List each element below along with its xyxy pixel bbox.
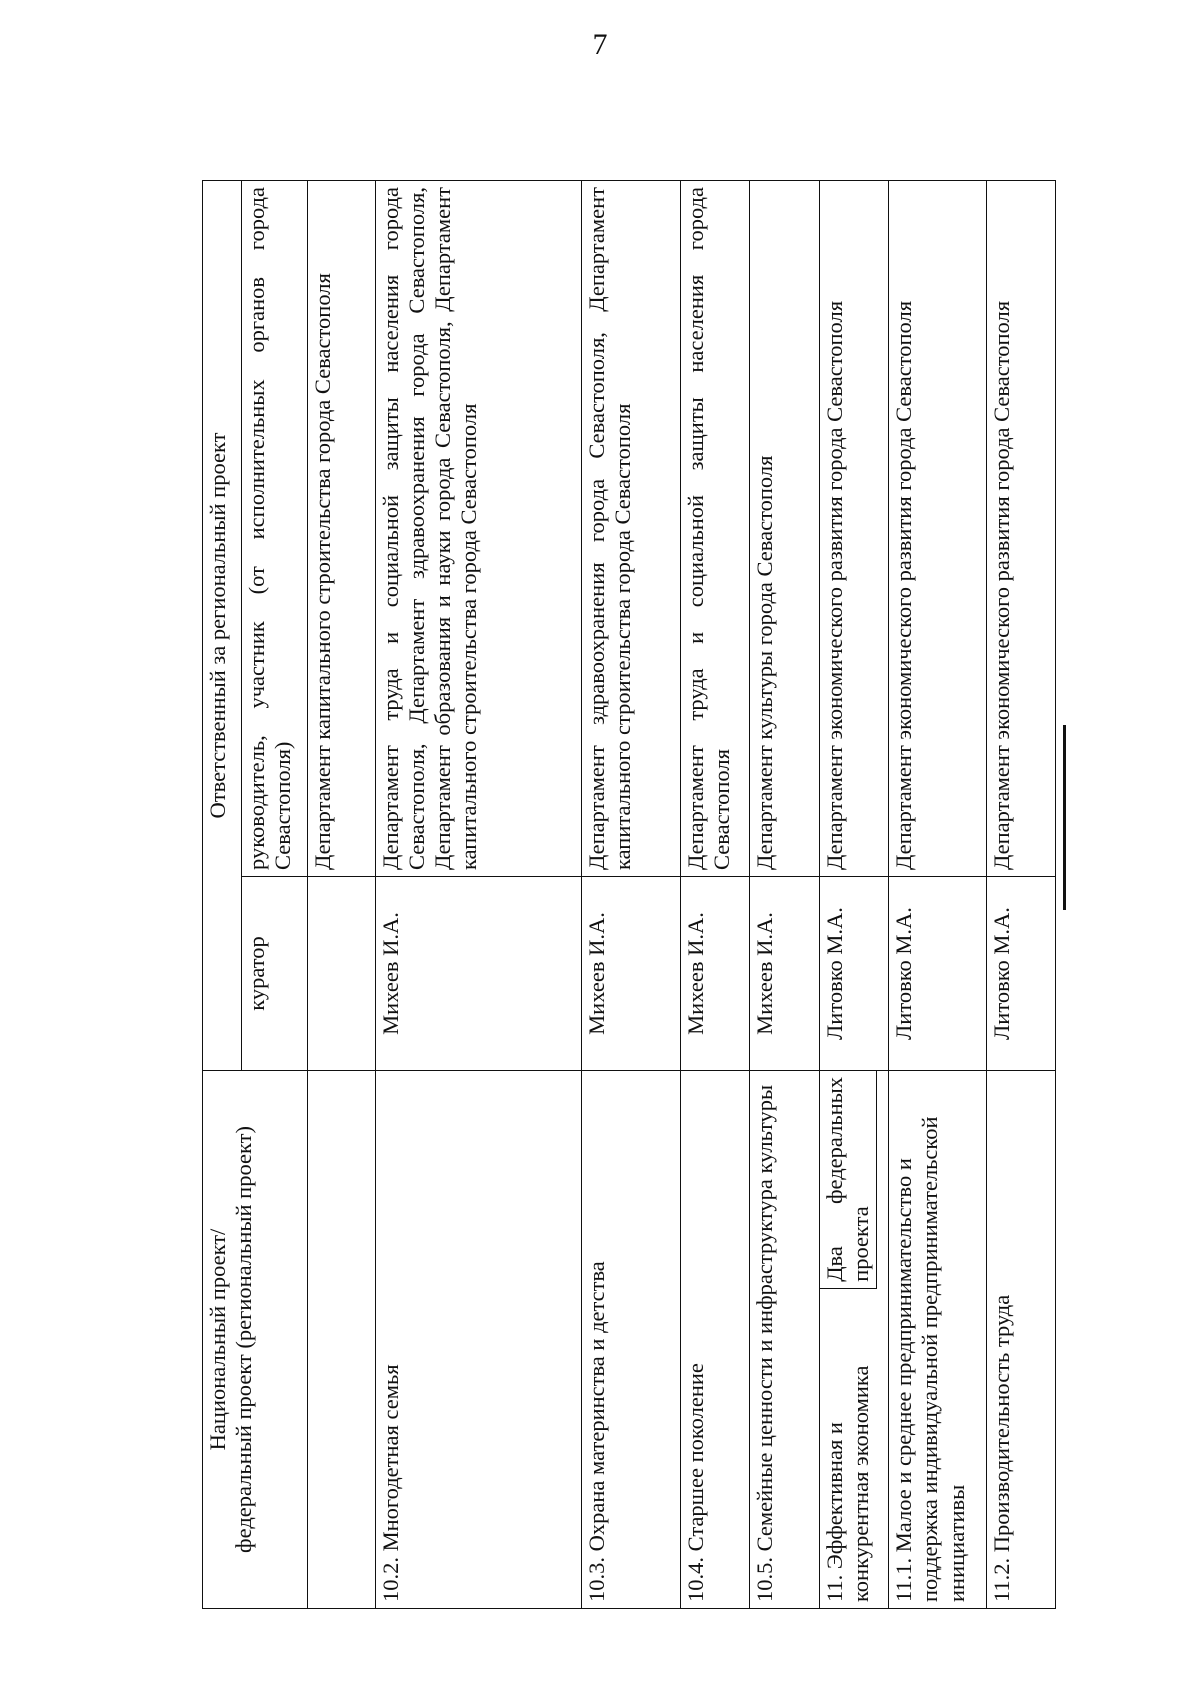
project-cell [819, 1071, 888, 1609]
header-curator: куратор [242, 877, 308, 1071]
curator-cell: Михеев И.А. [375, 877, 581, 1071]
table-row [375, 181, 581, 1609]
executor-cell: Департамент экономического развития города Севастополя [889, 181, 986, 877]
header-project-cell [203, 1071, 308, 1609]
project-cell: 10.5. Семейные ценности и инфраструктура культуры [750, 1071, 819, 1609]
curator-cell [308, 877, 375, 1071]
page-number: 7 [592, 28, 608, 61]
curator-cell: Литовко М.А. [986, 877, 1056, 1071]
table-row [581, 181, 681, 1609]
project-cell: 11.1. Малое и среднее предпринимательство и поддержка индивидуальной предпринимательской инициативы [889, 1071, 986, 1609]
table-row [819, 181, 888, 1609]
executor-cell: Департамент труда и социальной защиты населения города Севастополя [681, 181, 750, 877]
project-cell: 10.2. Многодетная семья [375, 1071, 581, 1609]
header-project-line1: Национальный проект/ [205, 1228, 230, 1451]
project-cell-title: 11. Эффективная и конкурентная экономика [821, 1365, 873, 1602]
curator-cell: Михеев И.А. [581, 877, 681, 1071]
responsibility-table [202, 180, 1056, 1609]
closing-divider-line [1063, 725, 1066, 910]
table-row [889, 181, 986, 1609]
executor-cell: Департамент капитального строительства города Севастополя [308, 181, 375, 877]
table-row [308, 181, 375, 1609]
curator-cell: Литовко М.А. [819, 877, 888, 1071]
project-cell: 10.3. Охрана материнства и детства [581, 1071, 681, 1609]
table-row [986, 181, 1056, 1609]
table-row [681, 181, 750, 1609]
rotated-table-container [202, 181, 1056, 1609]
project-cell: 10.4. Старшее поколение [681, 1071, 750, 1609]
project-cell: 11.2. Производительность труда [986, 1071, 1056, 1609]
executor-cell: Департамент здравоохранения города Севастополя, Департамент капитального строительства города Севастополя [581, 181, 681, 877]
table-header-row [203, 181, 242, 1609]
curator-cell: Литовко М.А. [889, 877, 986, 1071]
header-executor: руководитель, участник (от исполнительных органов города Севастополя) [242, 181, 308, 877]
executor-cell: Департамент экономического развития города Севастополя [819, 181, 888, 877]
curator-cell: Михеев И.А. [681, 877, 750, 1071]
executor-cell: Департамент культуры города Севастополя [750, 181, 819, 877]
project-note: Два федеральных проекта [820, 1071, 877, 1289]
executor-cell: Департамент труда и социальной защиты населения города Севастополя, Департамент здравоохранения города Севастополя, Департамент образования и науки города Севастополя, Департамент капитального строительства города Севастополя [375, 181, 581, 877]
header-project-line2: федеральный проект (региональный проект) [231, 1126, 257, 1553]
project-cell [308, 1071, 375, 1609]
header-responsible: Ответственный за региональный проект [203, 181, 242, 1071]
table-row [750, 181, 819, 1609]
curator-cell: Михеев И.А. [750, 877, 819, 1071]
executor-cell: Департамент экономического развития города Севастополя [986, 181, 1056, 877]
